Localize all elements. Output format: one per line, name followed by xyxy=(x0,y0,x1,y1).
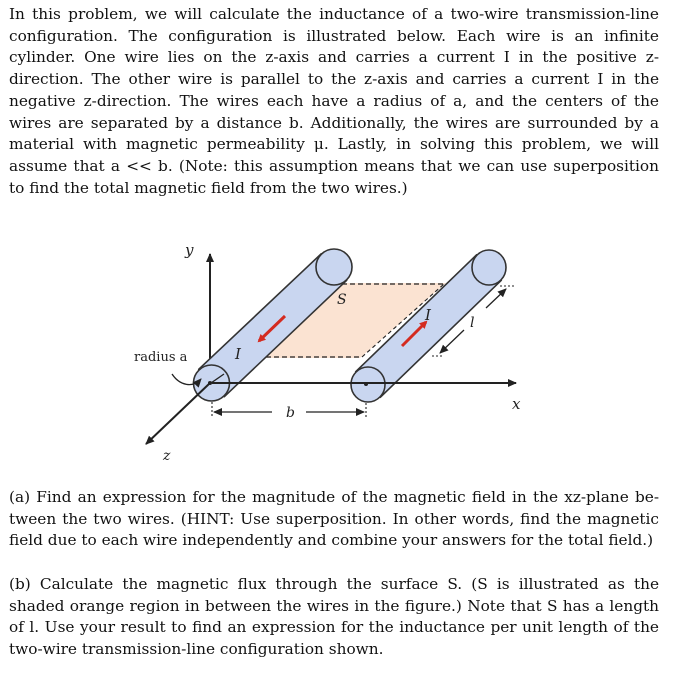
x-axis-label: x xyxy=(512,395,521,413)
question-part-a: (a) Find an expression for the magnitude of the magnetic field in the xz-plane between the two wires. (HINT: Use superposition. In other words, find the magnetic field due to each wire independently and combine your answers for the total field.) xyxy=(9,488,659,550)
length-label: l xyxy=(470,315,475,331)
z-axis-label: z xyxy=(163,448,171,464)
transmission-line-figure xyxy=(0,226,674,476)
current-label-left: I xyxy=(235,345,241,363)
z-axis xyxy=(146,383,210,444)
radius-label: radius a xyxy=(134,350,188,365)
problem-intro: In this problem, we will calculate the inductance of a two-wire transmission-line configuration. The configuration is illustrated below. Each wire is an infinite cylinder. One wire lies on the z-axis and carries a current I in the positive z-direction. The other wire is parallel to the z-axis and carries a current I in the negative z-direction. The wires each have a radius of a, and the centers of the wires are separated by a distance b. Additionally, the wires are surrounded by a material with magnetic permeability μ. Lastly, in solving this problem, we will assume that a << b. (Note: this assumption means that we can use superposition to find the total magnetic field from the two wires.) xyxy=(9,5,659,197)
y-axis-label: y xyxy=(185,241,194,259)
question-part-b: (b) Calculate the magnetic flux through the surface S. (S is illustrated as the shaded orange region in between the wires in the figure.) Note that S has a length of l. Use your result to find an expression for the inductance per unit length of the two-wire transmission-line configuration shown. xyxy=(9,575,659,659)
current-label-right: I xyxy=(425,306,431,324)
separation-label: b xyxy=(286,405,295,421)
surface-label: S xyxy=(337,292,347,308)
